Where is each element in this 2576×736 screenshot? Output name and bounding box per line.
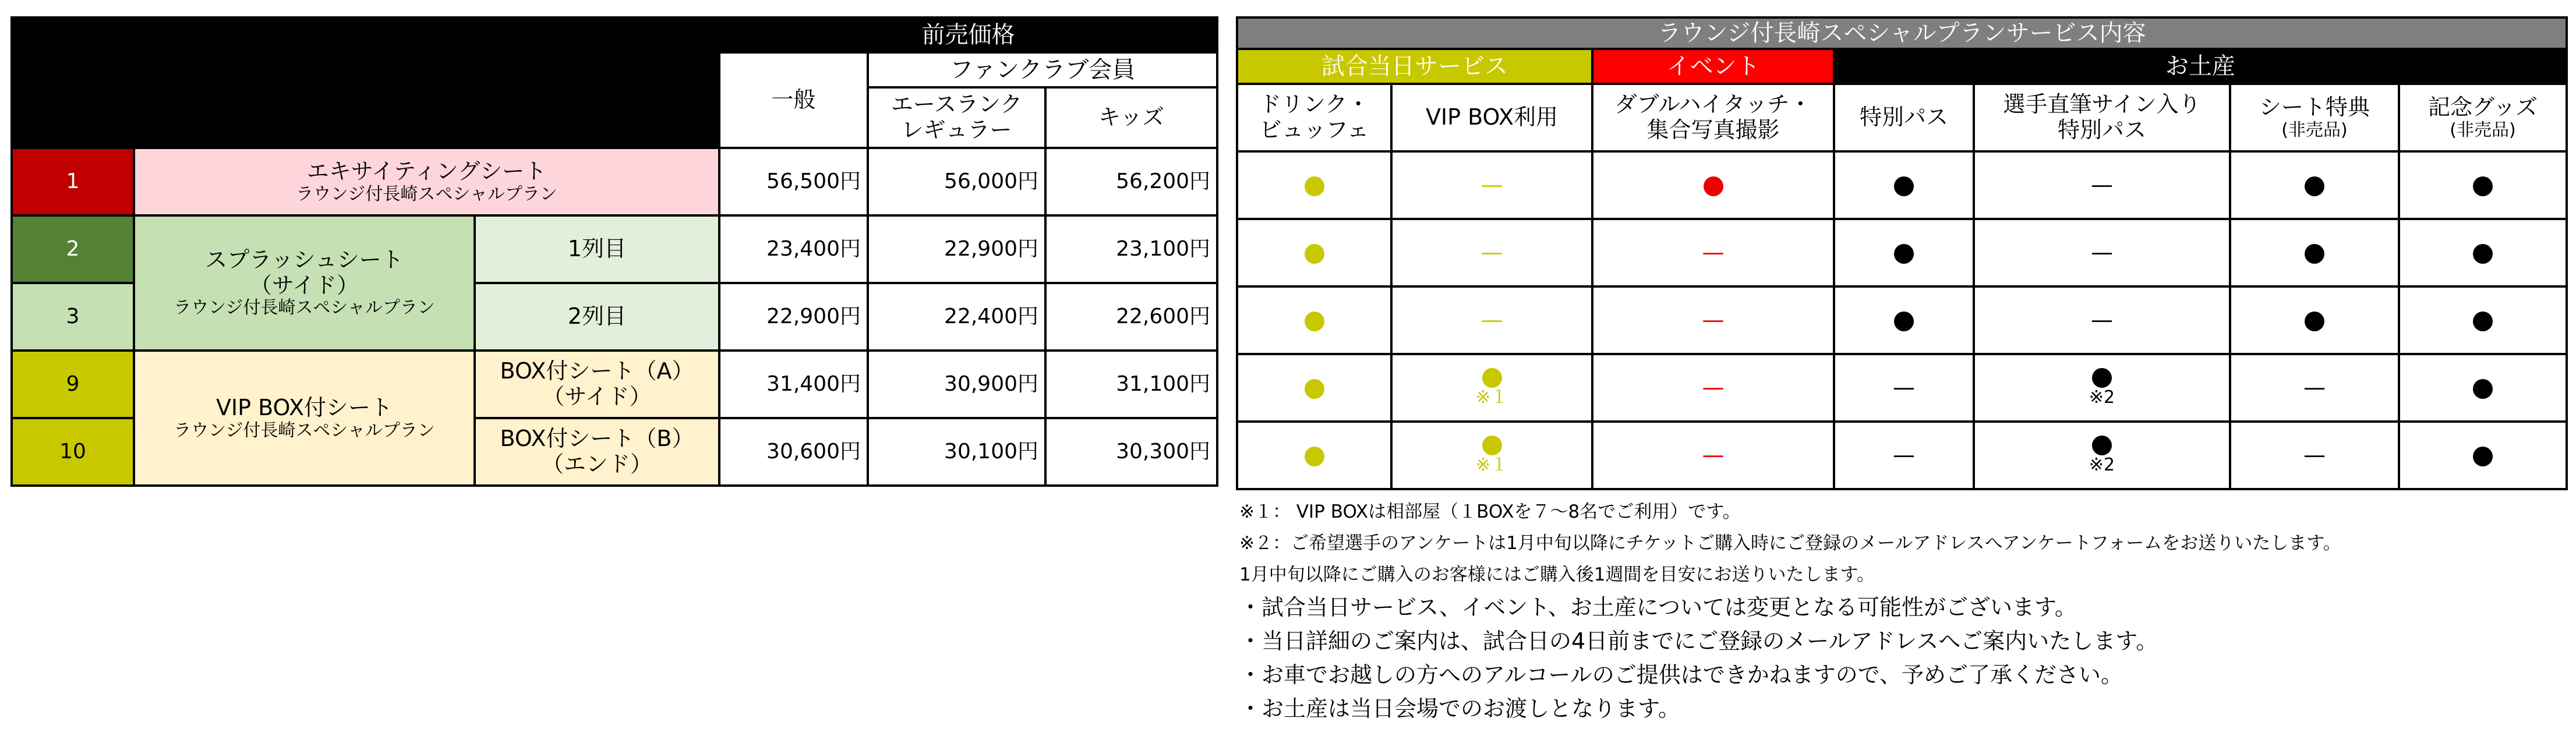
black-dot-icon bbox=[2473, 379, 2493, 399]
note-3: 1月中旬以降にご購入のお客様にはご購入後1週間を目安にお送りいたします。 bbox=[1239, 564, 1875, 585]
signed-label: 選手直筆サイン入り bbox=[2003, 91, 2201, 118]
matchday-service-header: 試合当日サービス bbox=[1237, 49, 1592, 84]
dash-mark: — bbox=[1702, 307, 1725, 333]
seat-name: エキサイティングシート bbox=[306, 158, 547, 184]
event-cell bbox=[1592, 286, 1834, 354]
drink-cell bbox=[1237, 354, 1391, 422]
goods-cell bbox=[2399, 354, 2567, 422]
note-mark-2: ※2 bbox=[2089, 387, 2115, 408]
event-cell bbox=[1592, 219, 1834, 286]
black-dot-icon bbox=[1894, 176, 1914, 196]
splash-seat-cell bbox=[134, 215, 475, 351]
dash-mark: — bbox=[1480, 239, 1503, 266]
price-table-corner bbox=[12, 17, 719, 148]
seat-bonus-label: シート特典 bbox=[2259, 94, 2370, 120]
fanclub-header: ファンクラブ会員 bbox=[868, 52, 1217, 87]
seat-bonus-cell bbox=[2230, 422, 2399, 489]
signed-cell bbox=[1974, 151, 2230, 219]
service-row-1 bbox=[1237, 151, 2567, 219]
vip-cell bbox=[1391, 219, 1592, 286]
service-table-title: ラウンジ付長崎スペシャルプランサービス内容 bbox=[1237, 17, 2567, 49]
yellow-dot-icon bbox=[1482, 436, 1502, 455]
kids-price: 22,600円 bbox=[1045, 283, 1217, 351]
high-touch-header bbox=[1592, 84, 1834, 151]
service-row-4 bbox=[1237, 354, 2567, 422]
signed-pass-header bbox=[1974, 84, 2230, 151]
yellow-dot-icon bbox=[1305, 379, 1324, 399]
vip-seat-cell bbox=[134, 351, 475, 486]
note-mark-2: ※2 bbox=[2089, 454, 2115, 475]
box-seat-end: （エンド） bbox=[542, 451, 653, 477]
pass-cell bbox=[1834, 151, 1974, 219]
note-mark-1: ※１ bbox=[1475, 454, 1508, 475]
goods-label: 記念グッズ bbox=[2427, 94, 2538, 120]
row-number: 10 bbox=[12, 418, 134, 486]
bullet-3: ・お車でお越しの方へのアルコールのご提供はできかねますので、予めご了承ください。 bbox=[1239, 662, 2123, 688]
seat-bonus-cell bbox=[2230, 286, 2399, 354]
bullet-1: ・試合当日サービス、イベント、お土産については変更となる可能性がございます。 bbox=[1239, 595, 2077, 620]
plan-name: ラウンジ付長崎スペシャルプラン bbox=[174, 420, 435, 441]
bullet-4: ・お土産は当日会場でのお渡しとなります。 bbox=[1239, 696, 1680, 721]
signed-pass-label: 特別パス bbox=[2057, 117, 2146, 143]
ace-price: 22,900円 bbox=[868, 215, 1045, 283]
goods-cell bbox=[2399, 422, 2567, 489]
ace-price: 56,000円 bbox=[868, 148, 1045, 215]
vip-cell bbox=[1391, 151, 1592, 219]
ace-rank-header bbox=[868, 87, 1045, 148]
row-label bbox=[475, 351, 719, 418]
regular-label: レギュラー bbox=[901, 117, 1012, 143]
dash-mark: — bbox=[2303, 442, 2326, 468]
dash-mark: — bbox=[2091, 172, 2113, 198]
dash-mark: — bbox=[1702, 239, 1725, 266]
black-dot-icon bbox=[2473, 447, 2493, 466]
general-price: 31,400円 bbox=[719, 351, 868, 418]
vip-box-use-header: VIP BOX利用 bbox=[1391, 84, 1592, 151]
general-header: 一般 bbox=[719, 52, 868, 148]
general-price: 56,500円 bbox=[719, 148, 868, 215]
ace-price: 30,900円 bbox=[868, 351, 1045, 418]
pass-cell bbox=[1834, 219, 1974, 286]
dash-mark: — bbox=[1702, 442, 1725, 468]
dash-mark: — bbox=[2091, 307, 2113, 333]
general-price: 23,400円 bbox=[719, 215, 868, 283]
yellow-dot-icon bbox=[1305, 312, 1324, 331]
kids-price: 30,300円 bbox=[1045, 418, 1217, 486]
note-mark-1: ※１ bbox=[1475, 387, 1508, 408]
notes-section bbox=[1239, 496, 2567, 726]
goods-cell bbox=[2399, 219, 2567, 286]
black-dot-icon bbox=[2092, 368, 2112, 388]
presale-price-header: 前売価格 bbox=[719, 17, 1217, 52]
vip-cell bbox=[1391, 422, 1592, 489]
kids-price: 56,200円 bbox=[1045, 148, 1217, 215]
signed-cell bbox=[1974, 422, 2230, 489]
black-dot-icon bbox=[2473, 312, 2493, 331]
drink-cell bbox=[1237, 422, 1391, 489]
yellow-dot-icon bbox=[1482, 368, 1502, 388]
black-dot-icon bbox=[2305, 244, 2324, 264]
seat-bonus-cell bbox=[2230, 151, 2399, 219]
kids-price: 31,100円 bbox=[1045, 351, 1217, 418]
plan-name: ラウンジ付長崎スペシャルプラン bbox=[296, 183, 557, 204]
note-2: ※２：ご希望選手のアンケートは1月中旬以降にチケットご購入時にご登録のメールアドレスへアンケートフォームをお送りいたします。 bbox=[1239, 533, 2341, 554]
souvenir-header: お土産 bbox=[1834, 49, 2567, 84]
black-dot-icon bbox=[1894, 312, 1914, 331]
goods-cell bbox=[2399, 286, 2567, 354]
drink-buffet-header bbox=[1237, 84, 1391, 151]
event-cell bbox=[1592, 354, 1834, 422]
general-price: 30,600円 bbox=[719, 418, 868, 486]
not-for-sale-label: (非売品) bbox=[2450, 119, 2516, 140]
note-1: ※１： VIP BOXは相部屋（１BOXを７～8名でご利用）です。 bbox=[1239, 501, 1741, 522]
ace-price: 22,400円 bbox=[868, 283, 1045, 351]
goods-header bbox=[2399, 84, 2567, 151]
drink-cell bbox=[1237, 219, 1391, 286]
seat-name: スプラッシュシート bbox=[205, 247, 404, 273]
pass-cell bbox=[1834, 354, 1974, 422]
row-label: 1列目 bbox=[475, 215, 719, 283]
plan-name: ラウンジ付長崎スペシャルプラン bbox=[174, 298, 435, 319]
seat-name: VIP BOX付シート bbox=[215, 394, 393, 420]
buffet-label: ビュッフェ bbox=[1259, 117, 1369, 143]
dash-mark: — bbox=[2091, 239, 2113, 266]
event-header: イベント bbox=[1592, 49, 1834, 84]
special-pass-header: 特別パス bbox=[1834, 84, 1974, 151]
event-cell bbox=[1592, 422, 1834, 489]
group-photo-label: 集合写真撮影 bbox=[1646, 117, 1780, 143]
service-row-3 bbox=[1237, 286, 2567, 354]
seat-bonus-cell bbox=[2230, 219, 2399, 286]
goods-cell bbox=[2399, 151, 2567, 219]
black-dot-icon bbox=[2473, 176, 2493, 196]
event-cell bbox=[1592, 151, 1834, 219]
service-table bbox=[1236, 16, 2568, 490]
price-row-9 bbox=[12, 351, 1217, 418]
black-dot-icon bbox=[2305, 176, 2324, 196]
pass-cell bbox=[1834, 422, 1974, 489]
service-row-2 bbox=[1237, 219, 2567, 286]
exciting-seat-cell bbox=[134, 148, 719, 215]
bullet-2: ・当日詳細のご案内は、試合日の4日前までにご登録のメールアドレスへご案内いたします。 bbox=[1239, 628, 2158, 654]
kids-price: 23,100円 bbox=[1045, 215, 1217, 283]
vip-cell bbox=[1391, 286, 1592, 354]
red-dot-icon bbox=[1704, 176, 1723, 196]
black-dot-icon bbox=[2473, 244, 2493, 264]
dash-mark: — bbox=[1702, 374, 1725, 401]
kids-header: キッズ bbox=[1045, 87, 1217, 148]
dash-mark: — bbox=[1480, 307, 1503, 333]
high-touch-label: ダブルハイタッチ・ bbox=[1614, 91, 1812, 118]
drink-cell bbox=[1237, 151, 1391, 219]
service-row-5 bbox=[1237, 422, 2567, 489]
dash-mark: — bbox=[2303, 374, 2326, 401]
seat-bonus-cell bbox=[2230, 354, 2399, 422]
vip-cell bbox=[1391, 354, 1592, 422]
ace-rank-label: エースランク bbox=[891, 91, 1023, 118]
price-row-1 bbox=[12, 148, 1217, 215]
row-label bbox=[475, 418, 719, 486]
box-seat-a: BOX付シート（A） bbox=[500, 358, 694, 384]
row-label: 2列目 bbox=[475, 283, 719, 351]
drink-cell bbox=[1237, 286, 1391, 354]
price-row-2 bbox=[12, 215, 1217, 283]
box-seat-b: BOX付シート（B） bbox=[500, 426, 694, 452]
general-price: 22,900円 bbox=[719, 283, 868, 351]
box-seat-side: （サイド） bbox=[542, 384, 652, 409]
seat-bonus-header bbox=[2230, 84, 2399, 151]
black-dot-icon bbox=[2092, 436, 2112, 455]
row-number: 1 bbox=[12, 148, 134, 215]
price-table bbox=[10, 16, 1218, 487]
row-number: 9 bbox=[12, 351, 134, 418]
yellow-dot-icon bbox=[1305, 447, 1324, 466]
seat-side: （サイド） bbox=[249, 272, 359, 298]
dash-mark: — bbox=[1480, 172, 1503, 198]
yellow-dot-icon bbox=[1305, 244, 1324, 264]
signed-cell bbox=[1974, 354, 2230, 422]
row-number: 2 bbox=[12, 215, 134, 283]
dash-mark: — bbox=[1893, 442, 1915, 468]
dash-mark: — bbox=[1893, 374, 1915, 401]
drink-label: ドリンク・ bbox=[1259, 91, 1370, 118]
signed-cell bbox=[1974, 286, 2230, 354]
row-number: 3 bbox=[12, 283, 134, 351]
signed-cell bbox=[1974, 219, 2230, 286]
yellow-dot-icon bbox=[1305, 176, 1324, 196]
not-for-sale-label: (非売品) bbox=[2281, 119, 2348, 140]
black-dot-icon bbox=[2305, 312, 2324, 331]
pass-cell bbox=[1834, 286, 1974, 354]
ace-price: 30,100円 bbox=[868, 418, 1045, 486]
black-dot-icon bbox=[1894, 244, 1914, 264]
